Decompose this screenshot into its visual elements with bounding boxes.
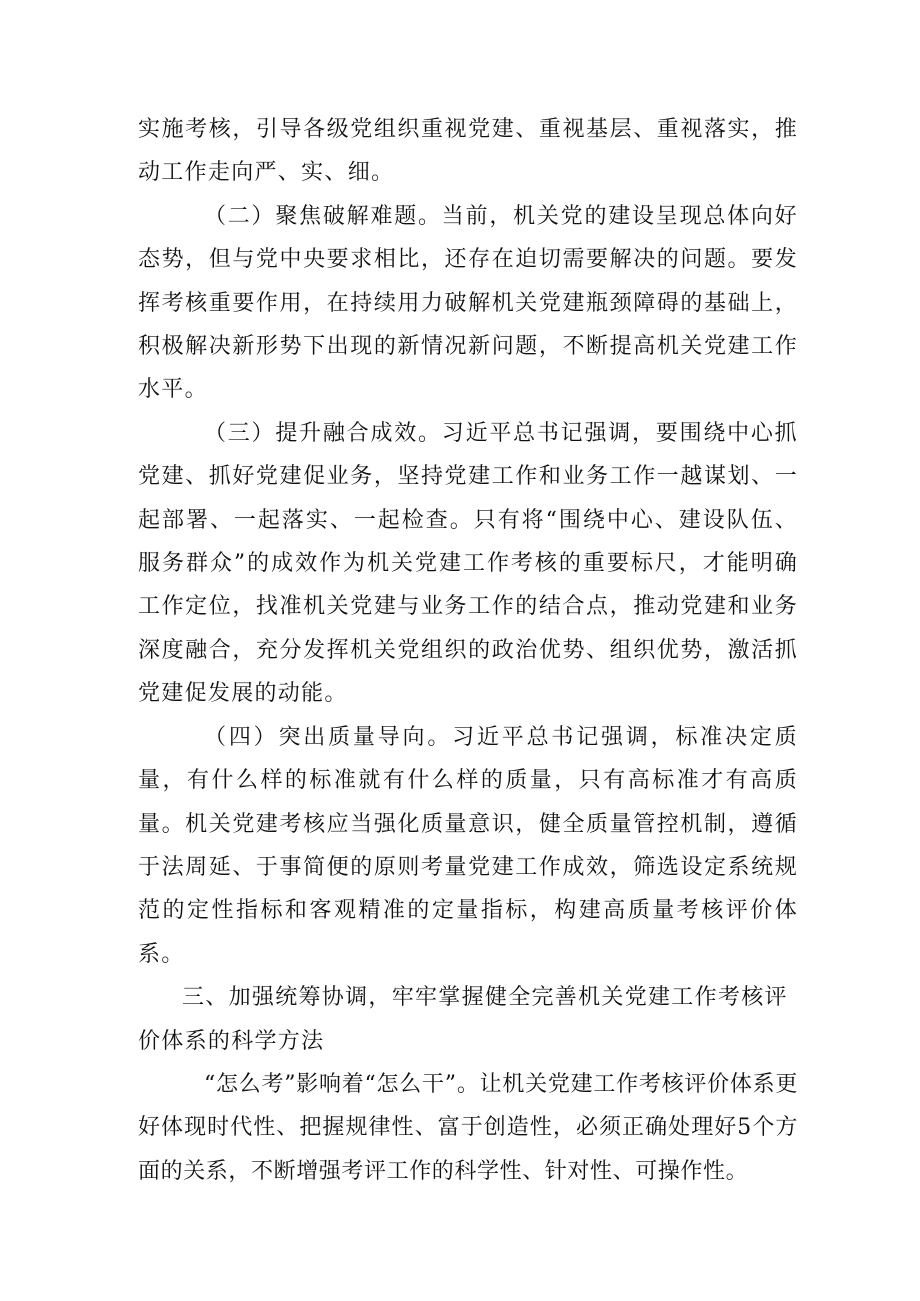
paragraph-quality-orientation: （四）突出质量导向。习近平总书记强调，标准决定质量，有什么样的标准就有什么样的质量，只有高标准才有高质量。机关党建考核应当强化质量意识，健全质量管控机制，遵循于法周延、于事简便的原则考量党建工作成效，筛选设定系统规范的定性指标和客观精准的定量指标，构建高质量考核评价体系。 — [138, 724, 798, 967]
paragraph-how-to-assess: “怎么考”影响着“怎么干”。让机关党建工作考核评价体系更好体现时代性、把握规律性、富于创造性，必须正确处理好5个方面的关系，不断增强考评工作的科学性、针对性、可操作性。 — [138, 1071, 798, 1184]
paragraph-integration-effect: （三）提升融合成效。习近平总书记强调，要围绕中心抓党建、抓好党建促业务，坚持党建工作和业务工作一越谋划、一起部署、一起落实、一起检查。只有将“围绕中心、建设队伍、服务群众”的成效作为机关党建工作考核的重要标尺，才能明确工作定位，找准机关党建与业务工作的结合点，推动党建和业务深度融合，充分发挥机关党组织的政治优势、组织优势，激活抓党建促发展的动能。 — [138, 420, 798, 707]
section-heading: 三、加强统筹协调，牢牢掌握健全完善机关党建工作考核评价体系的科学方法 — [138, 985, 788, 1054]
paragraph-continuation: 实施考核，引导各级党组织重视党建、重视基层、重视落实，推动工作走向严、实、细。 — [138, 117, 798, 186]
paragraph-focus-difficulties: （二）聚焦破解难题。当前，机关党的建设呈现总体向好态势，但与党中央要求相比，还存在迫切需要解决的问题。要发挥考核重要作用，在持续用力破解机关党建瓶颈障碍的基础上，积极解决新形势下出现的新情况新问题，不断提高机关党建工作水平。 — [138, 203, 798, 403]
document-body — [138, 108, 798, 1193]
